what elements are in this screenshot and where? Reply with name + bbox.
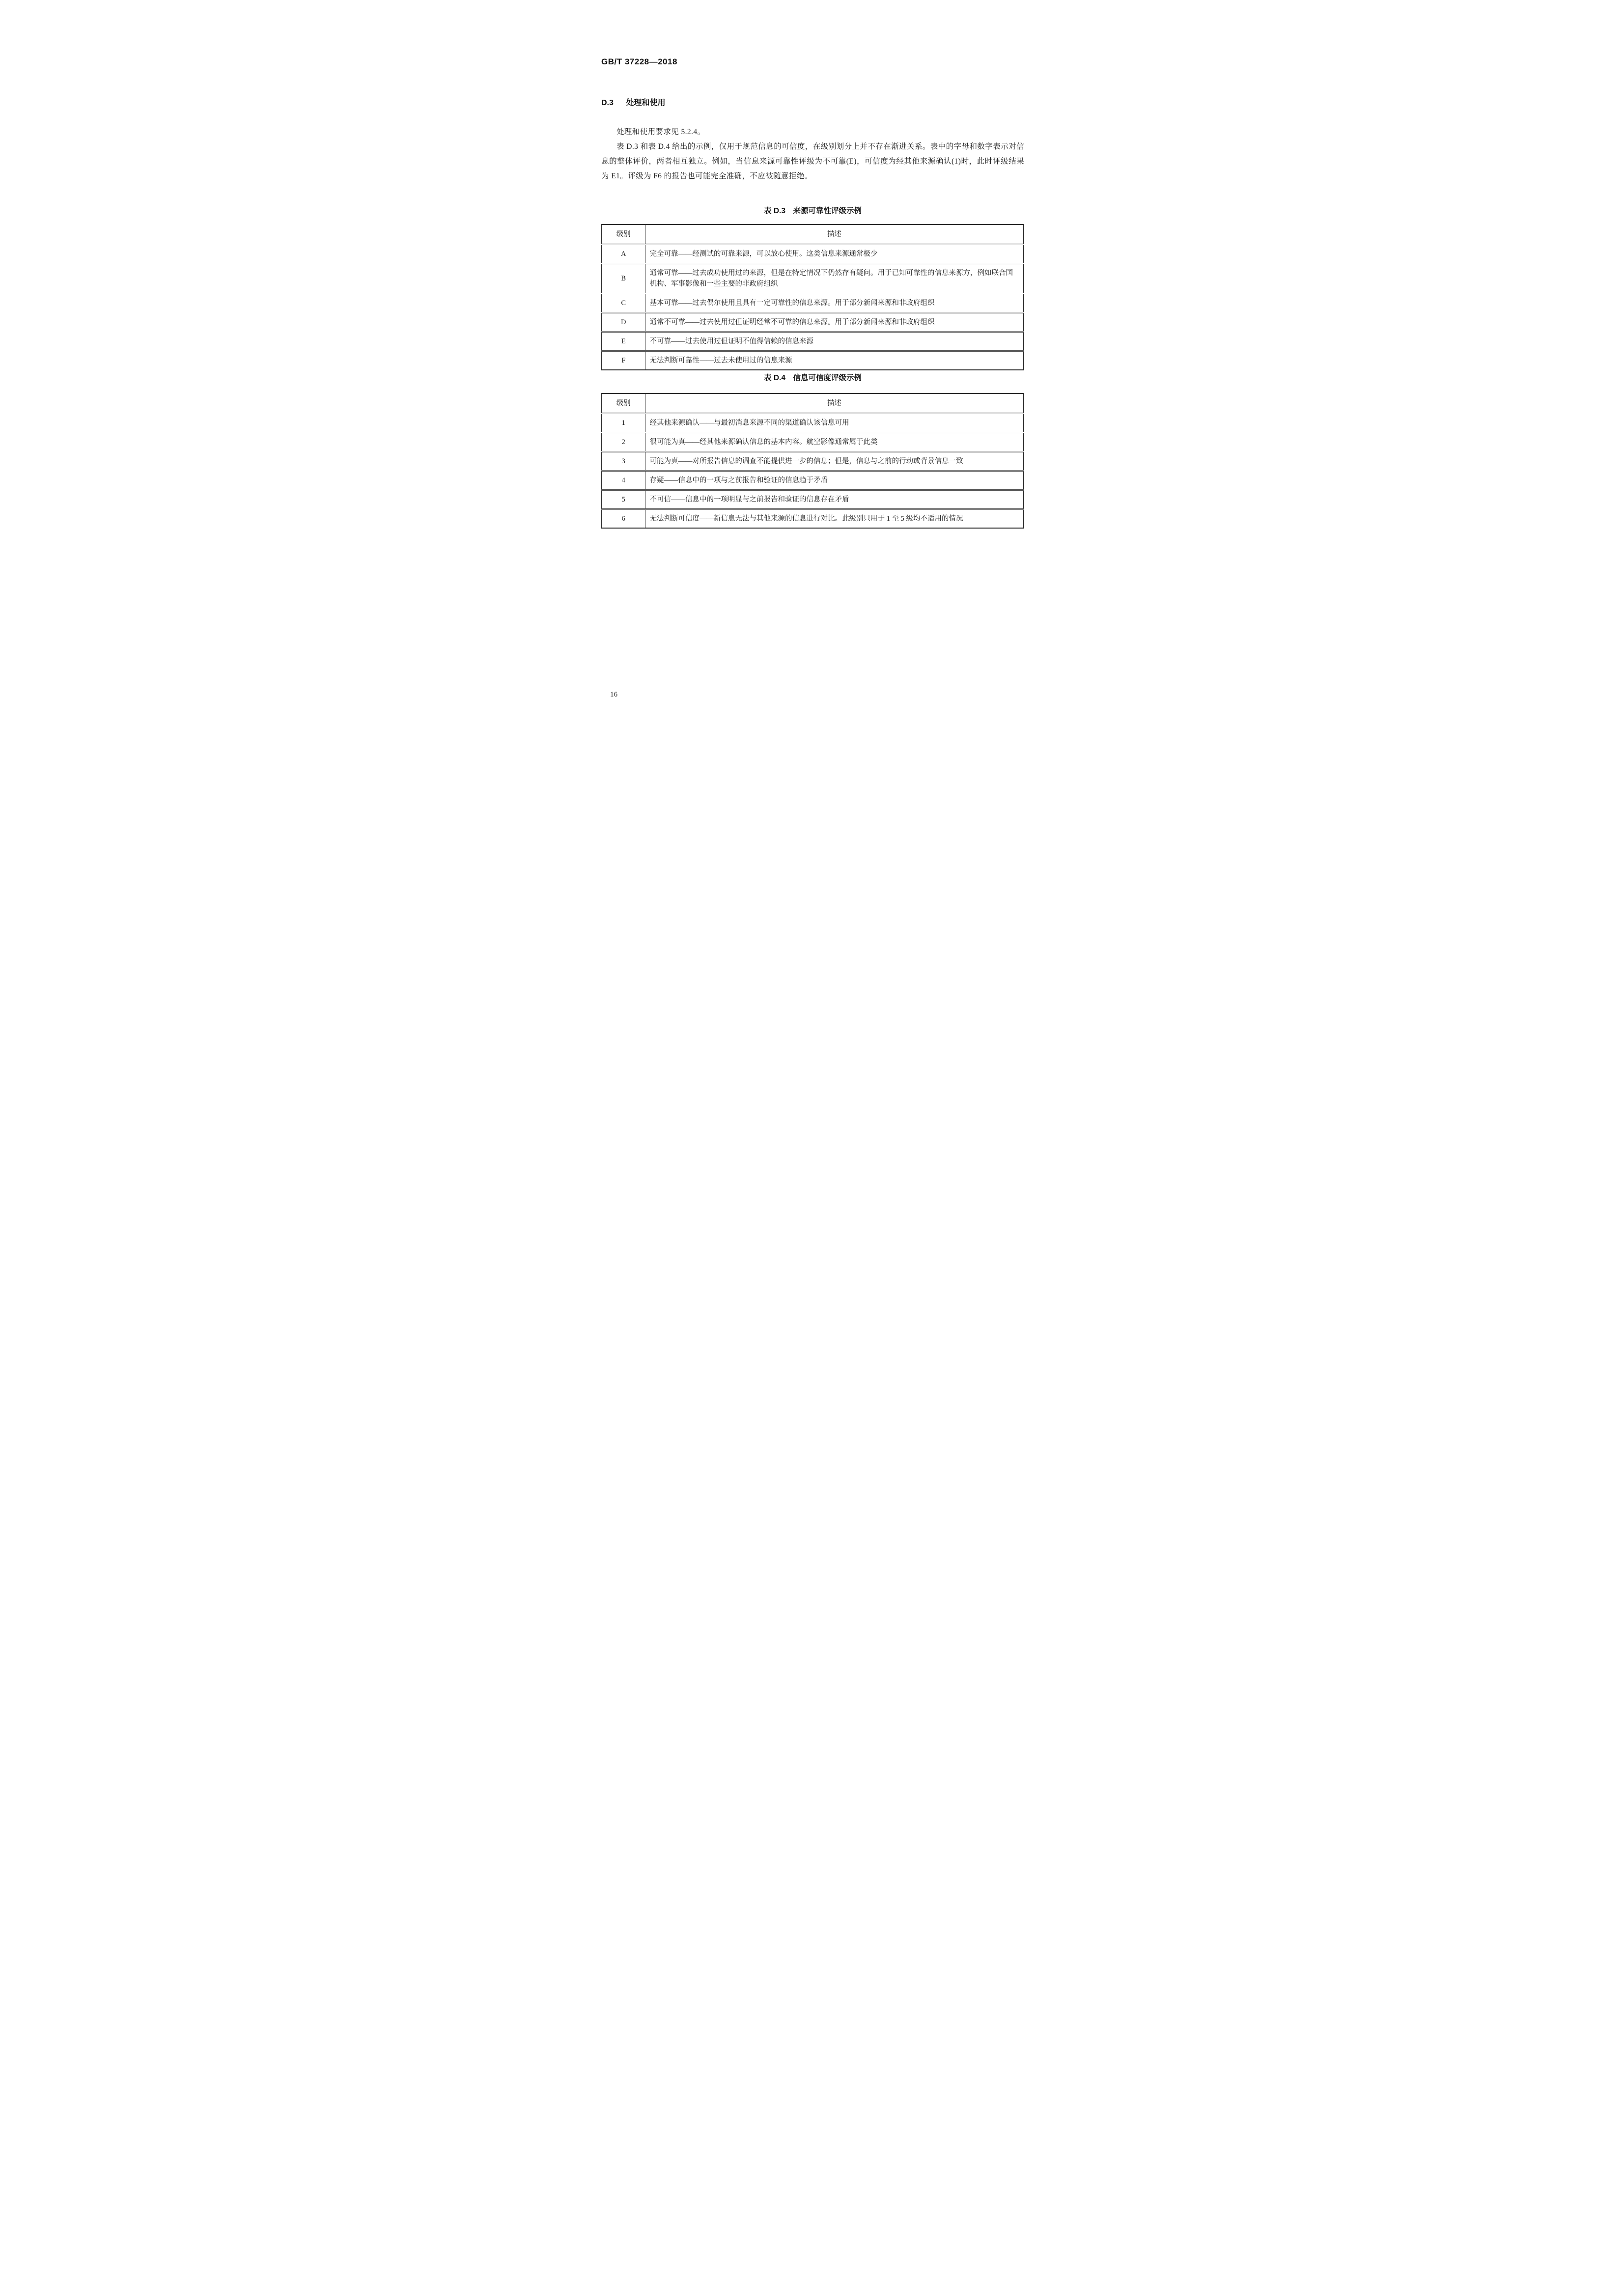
information-credibility-table <box>601 393 1024 529</box>
section-number: D.3 <box>601 99 614 107</box>
table-d3-body <box>602 245 1024 370</box>
description-cell: 很可能为真——经其他来源确认信息的基本内容。航空影像通常属于此类 <box>645 433 1024 452</box>
table-row <box>602 313 1024 332</box>
level-cell: B <box>602 264 645 294</box>
level-cell: 4 <box>602 471 645 490</box>
table-row <box>602 471 1024 490</box>
table-header-row <box>602 393 1024 414</box>
level-cell: E <box>602 332 645 351</box>
level-column-header: 级别 <box>602 224 645 245</box>
description-cell: 通常不可靠——过去使用过但证明经常不可靠的信息来源。用于部分新闻来源和非政府组织 <box>645 313 1024 332</box>
table-row <box>602 490 1024 509</box>
description-cell: 不可信——信息中的一项明显与之前报告和验证的信息存在矛盾 <box>645 490 1024 509</box>
table-d4-caption-title: 信息可信度评级示例 <box>793 374 862 382</box>
level-cell: D <box>602 313 645 332</box>
table-row <box>602 294 1024 313</box>
table-row <box>602 264 1024 294</box>
paragraph: 处理和使用要求见 5.2.4。 <box>616 128 705 136</box>
table-d3-caption-label: 表 D.3 <box>764 207 785 215</box>
table-row <box>602 332 1024 351</box>
section-title: 处理和使用 <box>626 99 666 107</box>
level-cell: C <box>602 294 645 313</box>
table-header-row <box>602 224 1024 245</box>
table-row <box>602 452 1024 471</box>
description-column-header: 描述 <box>645 393 1024 414</box>
page-number: 16 <box>610 691 617 699</box>
table-d4-caption <box>601 372 1024 383</box>
table-row <box>602 414 1024 433</box>
description-cell: 通常可靠——过去成功使用过的来源，但是在特定情况下仍然存有疑问。用于已知可靠性的信息来源方，例如联合国机构、军事影像和一些主要的非政府组织 <box>645 264 1024 294</box>
standard-number-header: GB/T 37228—2018 <box>601 57 677 66</box>
table-d3-caption-title: 来源可靠性评级示例 <box>793 207 862 215</box>
paragraph: 表 D.3 和表 D.4 给出的示例，仅用于规范信息的可信度，在级别划分上并不存在渐进关系。表中的字母和数字表示对信息的整体评价，两者相互独立。例如，当信息来源可靠性评级为不可靠(E)，可信度为经其他来源确认(1)时，此时评级结果为 E1。评级为 F6 的报告也可能完全准确，不应被随意拒绝。 <box>601 142 1024 180</box>
level-cell: 2 <box>602 433 645 452</box>
description-cell: 存疑——信息中的一项与之前报告和验证的信息趋于矛盾 <box>645 471 1024 490</box>
description-cell: 无法判断可信度——新信息无法与其他来源的信息进行对比。此级别只用于 1 至 5 级均不适用的情况 <box>645 509 1024 529</box>
table-d4-caption-label: 表 D.4 <box>764 374 785 382</box>
description-cell: 经其他来源确认——与最初消息来源不同的渠道确认该信息可用 <box>645 414 1024 433</box>
description-cell: 无法判断可靠性——过去未使用过的信息来源 <box>645 351 1024 370</box>
table-d3-caption <box>601 205 1024 216</box>
table-row <box>602 433 1024 452</box>
table-row <box>602 351 1024 370</box>
description-cell: 基本可靠——过去偶尔使用且具有一定可靠性的信息来源。用于部分新闻来源和非政府组织 <box>645 294 1024 313</box>
source-reliability-table <box>601 224 1024 370</box>
table-d4-body <box>602 414 1024 529</box>
level-column-header: 级别 <box>602 393 645 414</box>
description-cell: 可能为真——对所报告信息的调查不能提供进一步的信息；但是，信息与之前的行动或背景信息一致 <box>645 452 1024 471</box>
table-row <box>602 509 1024 529</box>
level-cell: 3 <box>602 452 645 471</box>
section-heading <box>601 96 666 108</box>
level-cell: 6 <box>602 509 645 529</box>
document-page <box>541 0 1083 765</box>
description-cell: 完全可靠——经测试的可靠来源，可以放心使用。这类信息来源通常极少 <box>645 245 1024 264</box>
description-cell: 不可靠——过去使用过但证明不值得信赖的信息来源 <box>645 332 1024 351</box>
table-row <box>602 245 1024 264</box>
description-column-header: 描述 <box>645 224 1024 245</box>
body-text <box>601 125 1024 184</box>
level-cell: F <box>602 351 645 370</box>
level-cell: 1 <box>602 414 645 433</box>
level-cell: A <box>602 245 645 264</box>
level-cell: 5 <box>602 490 645 509</box>
